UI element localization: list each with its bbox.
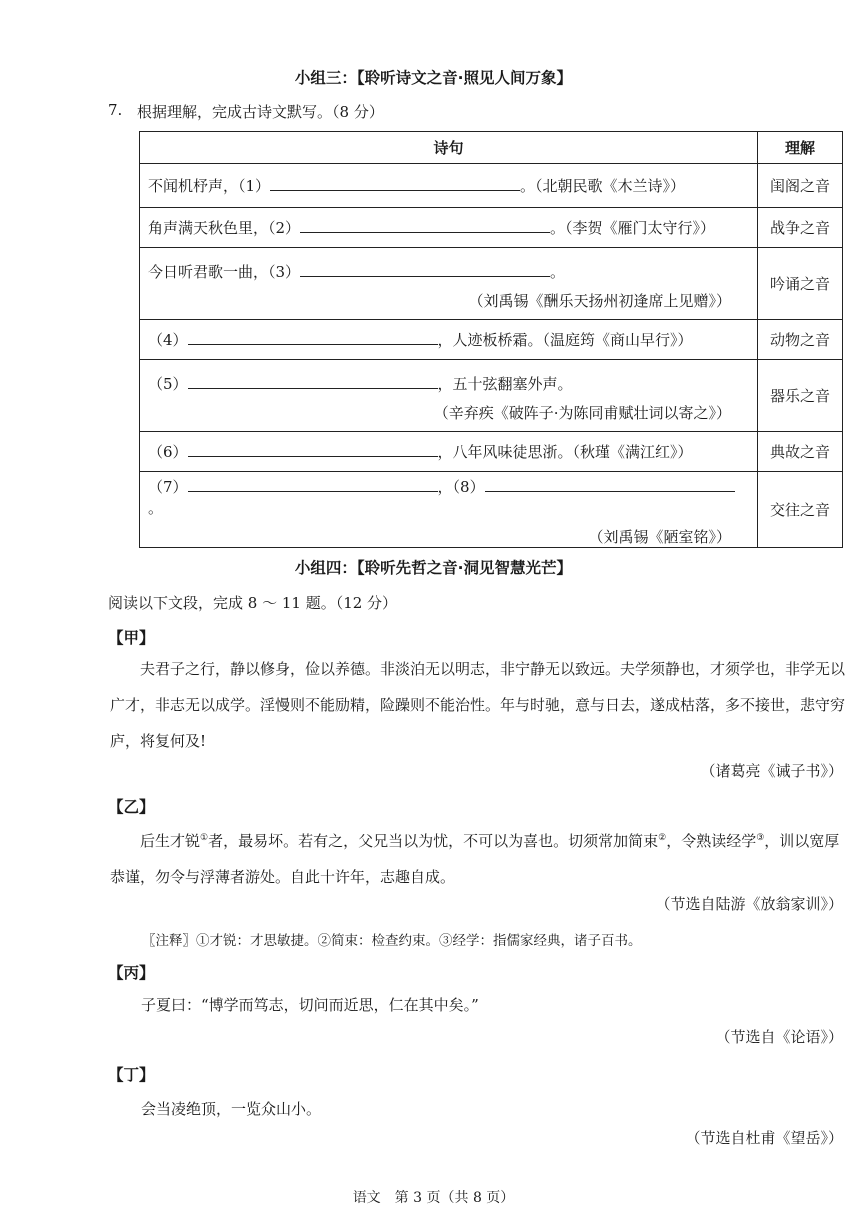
line-suffix: ，八年风味徒思浙。（秋瑾《满江红》） <box>437 443 693 461</box>
category-cell: 战争之音 <box>758 208 843 248</box>
passage-bing-text: 子夏曰：“博学而笃志，切问而近思，仁在其中矣。” <box>141 996 479 1014</box>
poem-cell <box>140 360 758 432</box>
answer-blank-4[interactable] <box>188 330 438 345</box>
category-cell: 典故之音 <box>758 432 843 472</box>
line-prefix: （4） <box>148 331 188 349</box>
passage-label-ding: 【丁】 <box>108 1065 155 1084</box>
table-row <box>140 248 843 320</box>
poem-source: （刘禹锡《陋室铭》） <box>588 528 731 546</box>
note-marker-1: ① <box>200 833 209 843</box>
line-middle: ，（8） <box>437 478 485 496</box>
category-cell: 闺阁之音 <box>758 164 843 208</box>
category-cell: 吟诵之音 <box>758 248 843 320</box>
answer-blank-5[interactable] <box>188 374 438 389</box>
poem-cell <box>140 248 758 320</box>
passage-yi-source: （节选自陆游《放翁家训》） <box>655 895 843 913</box>
answer-blank-8[interactable] <box>485 477 735 492</box>
header-poem: 诗句 <box>140 132 758 164</box>
passage-label-bing: 【丙】 <box>108 963 155 982</box>
reading-instruction: 阅读以下文段，完成 8 ～ 11 题。（12 分） <box>108 594 398 612</box>
passage-ding-source: （节选自杜甫《望岳》） <box>685 1129 843 1147</box>
line-prefix: 今日听君歌一曲，（3） <box>148 262 301 281</box>
table-row <box>140 432 843 472</box>
line-suffix: 。（北朝民歌《木兰诗》） <box>520 177 686 195</box>
poem-dictation-table <box>139 131 843 548</box>
line-prefix: （6） <box>148 443 188 461</box>
answer-blank-3[interactable] <box>300 262 550 277</box>
passage-bing-source: （节选自《论语》） <box>715 1028 843 1046</box>
table-row <box>140 360 843 432</box>
table-row <box>140 208 843 248</box>
section-title-group4: 小组四：【聆听先哲之音·洞见智慧光芒】 <box>294 559 573 577</box>
poem-source: （刘禹锡《酬乐天扬州初逢席上见赠》） <box>468 291 731 310</box>
answer-blank-1[interactable] <box>270 176 520 191</box>
yi-part-4: ，训以宽厚恭谨，勿令与浮薄者游处。自此十许年，志趣自成。 <box>110 832 840 886</box>
table-row <box>140 164 843 208</box>
answer-blank-6[interactable] <box>188 442 438 457</box>
table-header-row <box>140 132 843 164</box>
table-row <box>140 320 843 360</box>
note-marker-3: ③ <box>756 833 765 843</box>
line-prefix: 不闻机杼声，（1） <box>148 177 271 195</box>
poem-cell <box>140 432 758 472</box>
note-marker-2: ② <box>658 833 667 843</box>
yi-part-1: 后生才锐 <box>140 832 201 850</box>
question-7-text: 根据理解，完成古诗文默写。（8 分） <box>137 103 384 121</box>
answer-blank-2[interactable] <box>300 218 550 233</box>
line-suffix: 。 <box>148 499 164 517</box>
passage-label-jia: 【甲】 <box>108 628 155 647</box>
category-cell: 交往之音 <box>758 472 843 548</box>
line-prefix: 角声满天秋色里，（2） <box>148 219 301 237</box>
yi-part-3: ，令熟读经学 <box>666 832 757 850</box>
passage-jia-text: 夫君子之行，静以修身，俭以养德。非淡泊无以明志，非宁静无以致远。夫学须静也，才须学也，非学无以广才，非志无以成学。淫慢则不能励精，险躁则不能治性。年与时驰，意与日去，遂成枯落，多不接世，悲守穷庐，将复何及! <box>110 660 846 750</box>
table-row <box>140 472 843 548</box>
poem-source: （辛弃疾《破阵子·为陈同甫赋壮词以寄之》） <box>433 403 731 422</box>
line-suffix: ，人迹板桥霜。（温庭筠《商山早行》） <box>437 331 693 349</box>
yi-part-2: 者，最易坏。若有之，父兄当以为忧，不可以为喜也。切须常加简束 <box>208 832 659 850</box>
passage-yi-notes: 〖注释〗①才锐：才思敏捷。②简束：检查约束。③经学：指儒家经典，诸子百书。 <box>142 933 642 949</box>
poem-cell <box>140 208 758 248</box>
passage-jia-source: （诸葛亮《诫子书》） <box>700 762 843 780</box>
line-prefix: （7） <box>148 478 188 496</box>
passage-ding-text: 会当凌绝顶，一览众山小。 <box>141 1100 322 1118</box>
answer-blank-7[interactable] <box>188 477 438 492</box>
category-cell: 动物之音 <box>758 320 843 360</box>
header-category: 理解 <box>758 132 843 164</box>
line-prefix: （5） <box>148 374 188 393</box>
line-suffix: ，五十弦翻塞外声。 <box>437 374 573 393</box>
question-7-number: 7. <box>108 101 123 119</box>
line-suffix: 。 <box>550 262 566 281</box>
passage-yi-text <box>110 820 846 895</box>
poem-cell <box>140 320 758 360</box>
line-suffix: 。（李贺《雁门太守行》） <box>550 219 716 237</box>
page-footer: 语文 第 3 页（共 8 页） <box>352 1190 515 1206</box>
poem-cell <box>140 472 758 548</box>
section-title-group3: 小组三：【聆听诗文之音·照见人间万象】 <box>294 69 573 87</box>
category-cell: 器乐之音 <box>758 360 843 432</box>
passage-label-yi: 【乙】 <box>108 797 155 816</box>
poem-cell <box>140 164 758 208</box>
